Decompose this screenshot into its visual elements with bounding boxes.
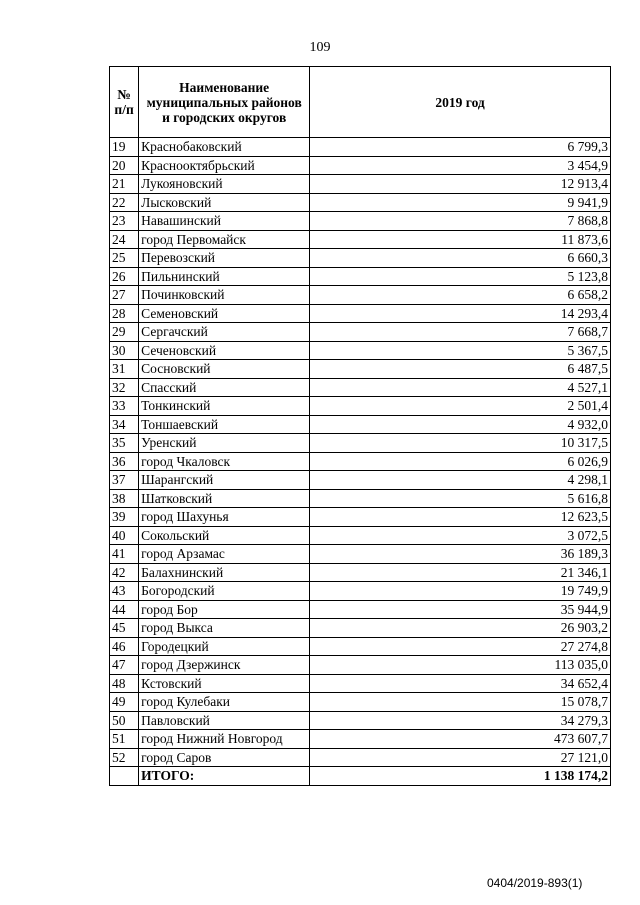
- table-row: [110, 156, 611, 175]
- row-number: 36: [110, 452, 139, 471]
- table-row: [110, 526, 611, 545]
- page-number: 109: [309, 40, 331, 55]
- row-district-name: Починковский: [139, 286, 310, 305]
- row-district-name: город Кулебаки: [139, 693, 310, 712]
- row-district-name: город Нижний Новгород: [139, 730, 310, 749]
- budget-table: [109, 66, 611, 786]
- row-number: 44: [110, 600, 139, 619]
- table-row: [110, 415, 611, 434]
- row-district-name: Сокольский: [139, 526, 310, 545]
- total-label: ИТОГО:: [139, 767, 310, 786]
- row-value: 7 868,8: [310, 212, 611, 231]
- row-district-name: Богородский: [139, 582, 310, 601]
- row-number: 49: [110, 693, 139, 712]
- row-number: 43: [110, 582, 139, 601]
- row-district-name: Павловский: [139, 711, 310, 730]
- row-value: 4 932,0: [310, 415, 611, 434]
- table-row: [110, 193, 611, 212]
- row-number: 42: [110, 563, 139, 582]
- total-num-cell: [110, 767, 139, 786]
- table-row: [110, 323, 611, 342]
- row-value: 6 658,2: [310, 286, 611, 305]
- row-number: 50: [110, 711, 139, 730]
- row-value: 113 035,0: [310, 656, 611, 675]
- row-district-name: Лукояновский: [139, 175, 310, 194]
- table-row: [110, 267, 611, 286]
- table-row: [110, 600, 611, 619]
- row-value: 6 660,3: [310, 249, 611, 268]
- row-number: 38: [110, 489, 139, 508]
- row-value: 3 072,5: [310, 526, 611, 545]
- document-code: 0404/2019-893(1): [487, 876, 583, 890]
- row-number: 33: [110, 397, 139, 416]
- row-value: 9 941,9: [310, 193, 611, 212]
- row-value: 10 317,5: [310, 434, 611, 453]
- row-district-name: Перевозский: [139, 249, 310, 268]
- table-row: [110, 175, 611, 194]
- row-value: 5 123,8: [310, 267, 611, 286]
- row-number: 48: [110, 674, 139, 693]
- header-num: № п/п: [110, 67, 139, 138]
- row-district-name: Краснооктябрьский: [139, 156, 310, 175]
- table-row: [110, 748, 611, 767]
- table-row: [110, 360, 611, 379]
- row-district-name: Сеченовский: [139, 341, 310, 360]
- table-row: [110, 489, 611, 508]
- row-district-name: город Первомайск: [139, 230, 310, 249]
- row-number: 46: [110, 637, 139, 656]
- table-row: [110, 674, 611, 693]
- row-value: 35 944,9: [310, 600, 611, 619]
- row-district-name: город Бор: [139, 600, 310, 619]
- table-row: [110, 656, 611, 675]
- row-value: 14 293,4: [310, 304, 611, 323]
- row-number: 37: [110, 471, 139, 490]
- table-row: [110, 711, 611, 730]
- row-value: 12 913,4: [310, 175, 611, 194]
- row-district-name: город Дзержинск: [139, 656, 310, 675]
- row-value: 4 298,1: [310, 471, 611, 490]
- table-body: [110, 138, 611, 767]
- row-district-name: Балахнинский: [139, 563, 310, 582]
- table-header-row: [110, 67, 611, 138]
- row-number: 30: [110, 341, 139, 360]
- row-value: 34 279,3: [310, 711, 611, 730]
- row-value: 36 189,3: [310, 545, 611, 564]
- table-row: [110, 582, 611, 601]
- total-value: 1 138 174,2: [310, 767, 611, 786]
- table-row: [110, 397, 611, 416]
- row-value: 473 607,7: [310, 730, 611, 749]
- row-district-name: Кстовский: [139, 674, 310, 693]
- row-district-name: город Шахунья: [139, 508, 310, 527]
- row-district-name: Городецкий: [139, 637, 310, 656]
- row-number: 51: [110, 730, 139, 749]
- row-district-name: Тоншаевский: [139, 415, 310, 434]
- row-district-name: Лысковский: [139, 193, 310, 212]
- row-value: 5 616,8: [310, 489, 611, 508]
- row-value: 5 367,5: [310, 341, 611, 360]
- header-year: 2019 год: [310, 67, 611, 138]
- row-value: 6 026,9: [310, 452, 611, 471]
- row-number: 24: [110, 230, 139, 249]
- table-row: [110, 693, 611, 712]
- row-value: 11 873,6: [310, 230, 611, 249]
- row-number: 39: [110, 508, 139, 527]
- row-district-name: город Выкса: [139, 619, 310, 638]
- header-name: Наименование муниципальных районов и городских округов: [139, 67, 310, 138]
- row-value: 7 668,7: [310, 323, 611, 342]
- row-number: 31: [110, 360, 139, 379]
- row-value: 27 121,0: [310, 748, 611, 767]
- row-value: 3 454,9: [310, 156, 611, 175]
- table-row: [110, 304, 611, 323]
- table-row: [110, 637, 611, 656]
- table-row: [110, 286, 611, 305]
- table-row: [110, 730, 611, 749]
- row-number: 29: [110, 323, 139, 342]
- row-number: 27: [110, 286, 139, 305]
- table-row: [110, 471, 611, 490]
- table-row: [110, 545, 611, 564]
- row-value: 12 623,5: [310, 508, 611, 527]
- table-row: [110, 563, 611, 582]
- row-number: 25: [110, 249, 139, 268]
- row-district-name: Сергачский: [139, 323, 310, 342]
- row-number: 28: [110, 304, 139, 323]
- row-district-name: Семеновский: [139, 304, 310, 323]
- row-number: 45: [110, 619, 139, 638]
- table-row: [110, 508, 611, 527]
- row-district-name: Шатковский: [139, 489, 310, 508]
- table-row: [110, 378, 611, 397]
- table-row: [110, 212, 611, 231]
- row-value: 19 749,9: [310, 582, 611, 601]
- table-row: [110, 249, 611, 268]
- row-value: 34 652,4: [310, 674, 611, 693]
- row-district-name: Сосновский: [139, 360, 310, 379]
- table-row: [110, 619, 611, 638]
- table-row: [110, 434, 611, 453]
- row-number: 34: [110, 415, 139, 434]
- row-district-name: город Арзамас: [139, 545, 310, 564]
- row-value: 4 527,1: [310, 378, 611, 397]
- row-number: 52: [110, 748, 139, 767]
- total-row: [110, 767, 611, 786]
- table-row: [110, 138, 611, 157]
- row-district-name: город Саров: [139, 748, 310, 767]
- row-number: 20: [110, 156, 139, 175]
- row-district-name: Тонкинский: [139, 397, 310, 416]
- row-district-name: Уренский: [139, 434, 310, 453]
- row-district-name: Шарангский: [139, 471, 310, 490]
- row-value: 21 346,1: [310, 563, 611, 582]
- row-value: 2 501,4: [310, 397, 611, 416]
- table-row: [110, 230, 611, 249]
- row-number: 35: [110, 434, 139, 453]
- table-row: [110, 452, 611, 471]
- row-district-name: город Чкаловск: [139, 452, 310, 471]
- row-value: 26 903,2: [310, 619, 611, 638]
- row-number: 22: [110, 193, 139, 212]
- row-number: 26: [110, 267, 139, 286]
- row-value: 6 799,3: [310, 138, 611, 157]
- row-district-name: Навашинский: [139, 212, 310, 231]
- row-number: 40: [110, 526, 139, 545]
- row-value: 15 078,7: [310, 693, 611, 712]
- row-number: 19: [110, 138, 139, 157]
- row-district-name: Краснобаковский: [139, 138, 310, 157]
- row-number: 23: [110, 212, 139, 231]
- row-number: 32: [110, 378, 139, 397]
- row-district-name: Пильнинский: [139, 267, 310, 286]
- row-number: 41: [110, 545, 139, 564]
- row-value: 6 487,5: [310, 360, 611, 379]
- row-district-name: Спасский: [139, 378, 310, 397]
- row-value: 27 274,8: [310, 637, 611, 656]
- table-row: [110, 341, 611, 360]
- row-number: 47: [110, 656, 139, 675]
- row-number: 21: [110, 175, 139, 194]
